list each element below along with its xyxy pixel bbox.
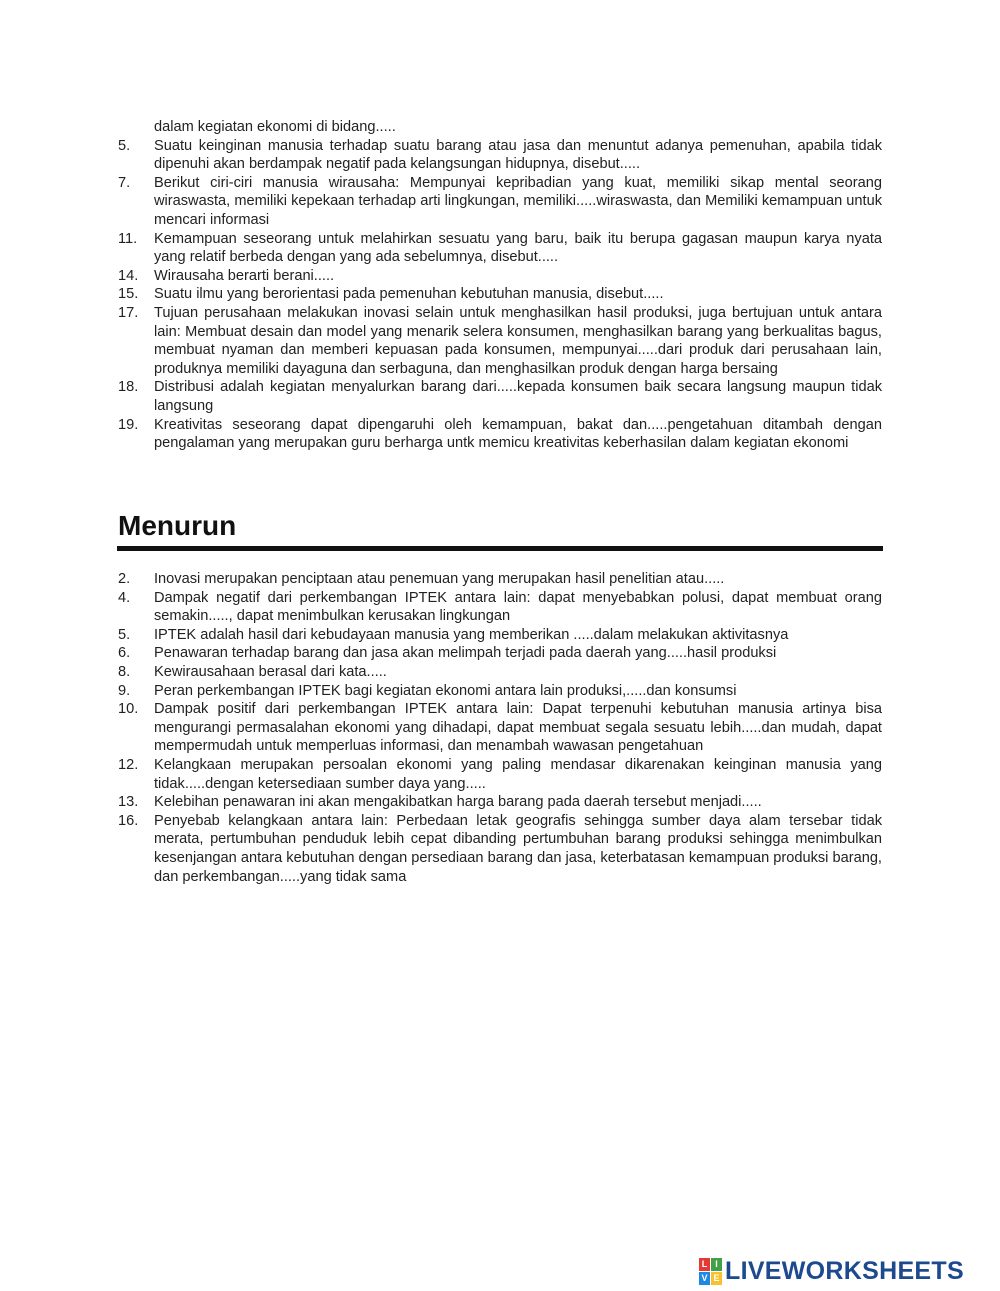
item-text: Penawaran terhadap barang dan jasa akan melimpah terjadi pada daerah yang.....hasil produksi <box>154 645 777 662</box>
item-number: 5. <box>118 137 131 154</box>
item-number: 2. <box>118 571 131 587</box>
item-number: 10. <box>118 701 139 718</box>
logo-mark-letter: I <box>711 1258 722 1271</box>
item-text: Kewirausahaan berasal dari kata..... <box>154 663 387 680</box>
list-item <box>118 570 882 589</box>
item-number: 5. <box>118 626 131 643</box>
logo-mark-icon <box>699 1258 722 1285</box>
item-number: 19. <box>118 416 139 433</box>
item-text: Kreativitas seseorang dapat dipengaruhi oleh kemampuan, bakat dan.....pengetahuan ditambah dengan pengalaman yang merupakan guru berharga untk memicu kreativitas keberhasilan dalam kegiatan ekonomi <box>154 416 882 452</box>
clue-list-across <box>118 118 882 453</box>
item-text: Kelangkaan merupakan persoalan ekonomi yang paling mendasar dikarenakan keinginan manusia yang tidak.....dengan ketersediaan sumber daya yang..... <box>154 756 882 792</box>
item-text: Penyebab kelangkaan antara lain: Perbedaan letak geografis sehingga sumber daya alam tersebar tidak merata, pertumbuhan penduduk lebih cepat dibanding pertumbuhan barang produksi sehingga menimbulkan kesenjangan antara kebutuhan dengan persediaan barang dan jasa, keterbatasan kemampuan produksi barang, dan perkembangan.....yang tidak sama <box>154 812 882 885</box>
list-item <box>118 793 882 812</box>
liveworksheets-logo <box>699 1257 964 1285</box>
list-item <box>118 267 882 286</box>
item-text: Suatu ilmu yang berorientasi pada pemenuhan kebutuhan manusia, disebut..... <box>154 286 664 303</box>
list-item <box>118 682 882 701</box>
item-number <box>118 118 154 137</box>
list-item <box>118 230 882 267</box>
list-item <box>118 378 882 415</box>
list-item <box>118 812 882 886</box>
item-number: 17. <box>118 304 139 321</box>
item-text: Wirausaha berarti berani..... <box>154 267 335 284</box>
item-number: 9. <box>118 682 131 699</box>
item-text: Distribusi adalah kegiatan menyalurkan barang dari.....kepada konsumen baik secara langsung maupun tidak langsung <box>154 379 882 414</box>
item-text: Peran perkembangan IPTEK bagi kegiatan ekonomi antara lain produksi,.....dan konsumsi <box>154 682 737 699</box>
list-item <box>118 285 882 304</box>
logo-mark-letter: L <box>699 1258 710 1271</box>
logo-text: LIVEWORKSHEETS <box>725 1256 964 1285</box>
item-number: 18. <box>118 379 139 396</box>
item-text: Berikut ciri-ciri manusia wirausaha: Mempunyai kepribadian yang kuat, memiliki sikap mental seorang wiraswasta, memiliki kepekaan terhadap arti lingkungan, memiliki.....wiraswasta, dan Memiliki kemampuan untuk mencari informasi <box>154 174 882 228</box>
list-item <box>118 700 882 756</box>
item-text: Kelebihan penawaran ini akan mengakibatkan harga barang pada daerah tersebut menjadi..... <box>154 794 762 811</box>
section-heading: Menurun <box>118 510 237 541</box>
item-text: Dampak positif dari perkembangan IPTEK antara lain: Dapat terpenuhi kebutuhan manusia artinya bisa mengurangi permasalahan ekonomi yang dihadapi, dapat membuat segala sesuatu lebih.....dan mudah, dapat mempermudah untuk memperluas informasi, dan menambah wawasan pengetahuan <box>154 701 882 755</box>
list-item <box>118 626 882 645</box>
list-item <box>118 137 882 174</box>
item-text: Suatu keinginan manusia terhadap suatu barang atau jasa dan menuntut adanya pemenuhan, apabila tidak dipenuhi akan berdampak negatif pada kelangsungan hidupnya, disebut..... <box>154 137 882 173</box>
list-item <box>118 589 882 626</box>
list-item <box>118 663 882 682</box>
item-text: IPTEK adalah hasil dari kebudayaan manusia yang memberikan .....dalam melakukan aktivitasnya <box>154 626 789 643</box>
list-item <box>118 304 882 378</box>
item-number: 16. <box>118 812 139 829</box>
clue-list-down <box>118 570 882 886</box>
item-text: Dampak negatif dari perkembangan IPTEK antara lain: dapat menyebabkan polusi, dapat membuat orang semakin....., dapat menimbulkan kerusakan lingkungan <box>154 589 882 625</box>
item-number: 14. <box>118 267 139 284</box>
item-text: dalam kegiatan ekonomi di bidang..... <box>154 119 396 135</box>
item-text: Kemampuan seseorang untuk melahirkan sesuatu yang baru, baik itu berupa gagasan maupun karya nyata yang relatif berbeda dengan yang ada sebelumnya, disebut..... <box>154 230 882 266</box>
heading-divider <box>117 546 883 551</box>
item-number: 12. <box>118 756 139 773</box>
item-number: 8. <box>118 663 131 680</box>
item-text: Tujuan perusahaan melakukan inovasi selain untuk menghasilkan hasil produksi, juga bertujuan untuk antara lain: Membuat desain dan model yang menarik selera konsumen, menghasilkan barang yang berkualitas bagus, membuat nyaman dan memberi kepuasan pada konsumen, mempunyai.....dari produk dari perusahaan lain, produknya memiliki dayaguna dan serbaguna, dan menghasilkan produk dengan harga bersaing <box>154 304 882 377</box>
list-item <box>118 174 882 230</box>
item-number: 13. <box>118 794 139 811</box>
item-text: Inovasi merupakan penciptaan atau penemuan yang merupakan hasil penelitian atau..... <box>154 571 725 587</box>
list-item <box>118 644 882 663</box>
list-item <box>118 416 882 453</box>
item-number: 11. <box>118 230 138 247</box>
item-number: 15. <box>118 286 139 303</box>
item-number: 7. <box>118 174 131 191</box>
logo-mark-letter: V <box>699 1272 710 1285</box>
item-number: 4. <box>118 589 131 606</box>
list-item <box>118 118 882 137</box>
item-number: 6. <box>118 645 131 662</box>
logo-mark-letter: E <box>711 1272 722 1285</box>
list-item <box>118 756 882 793</box>
